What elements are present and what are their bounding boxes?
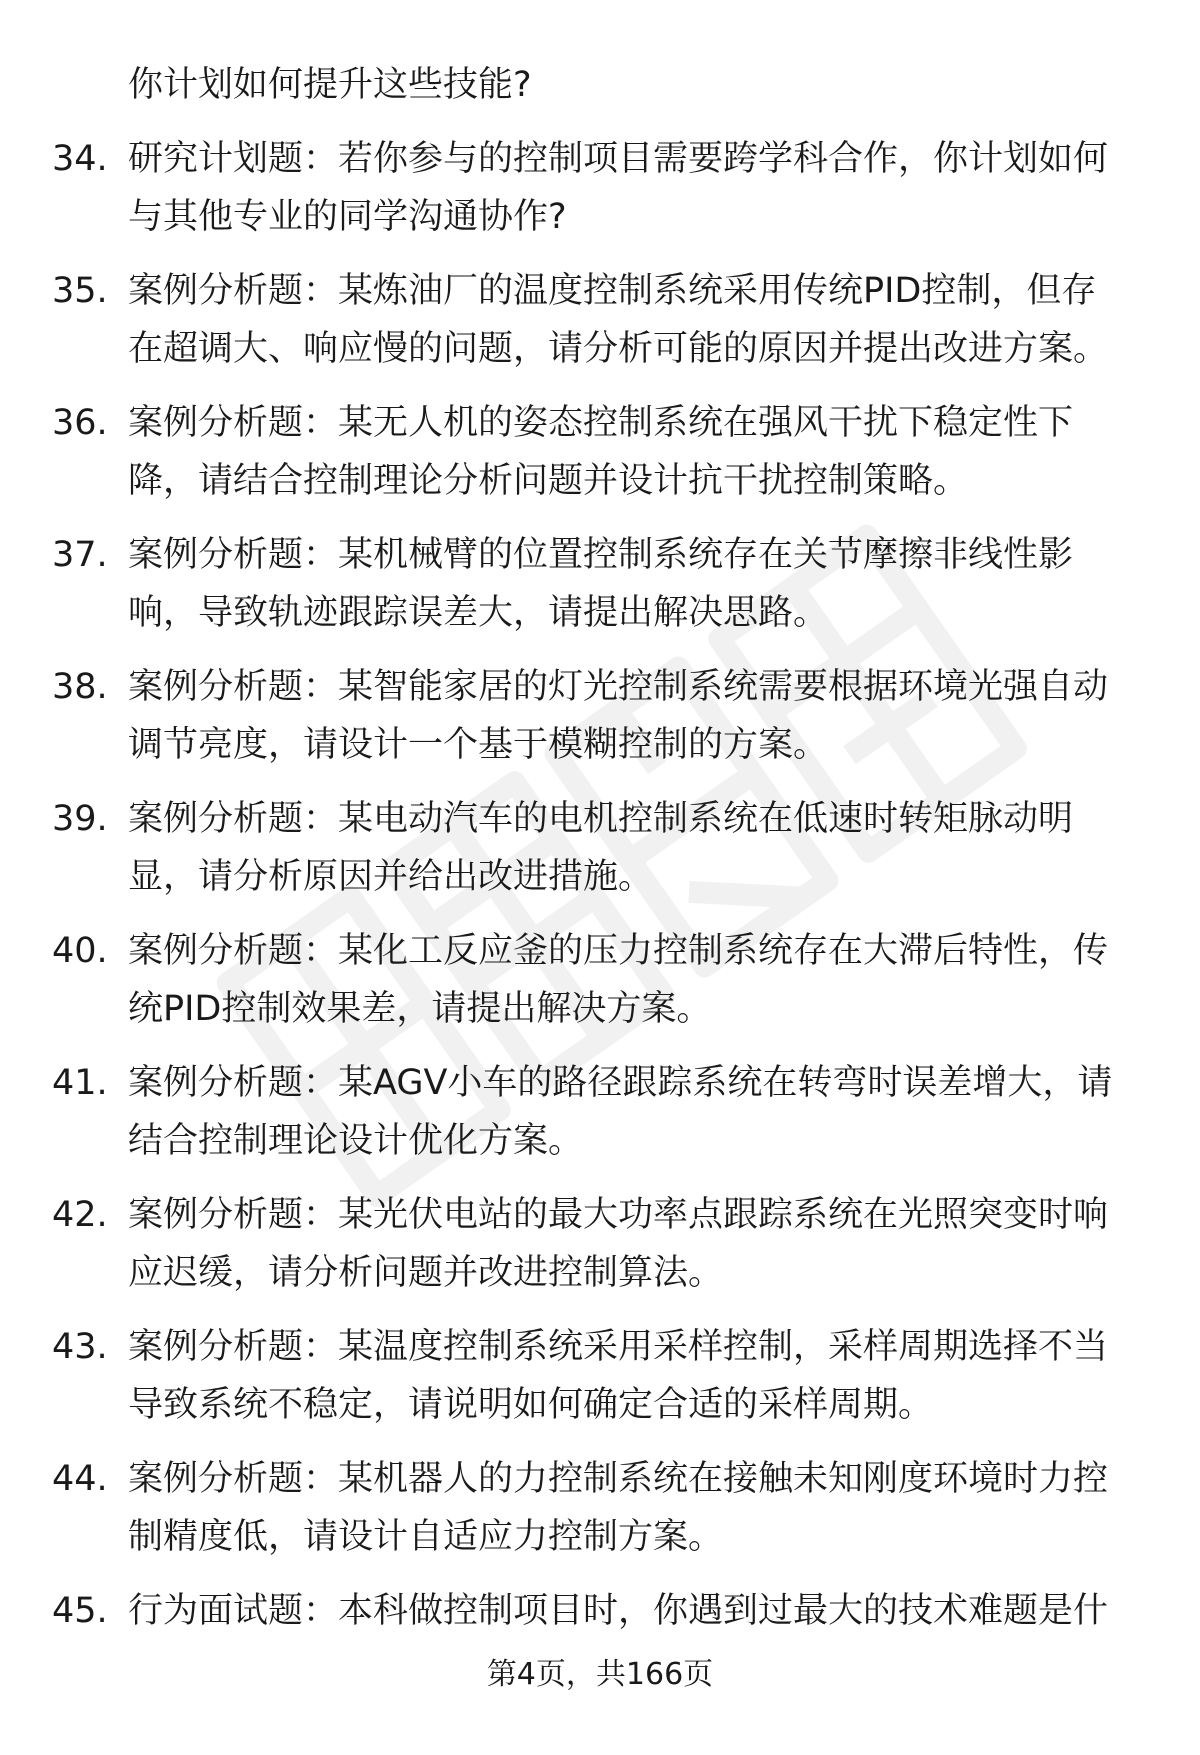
question-text xyxy=(128,1054,1152,1170)
question-text-line: 降，请结合控制理论分析问题并设计抗干扰控制策略。 xyxy=(128,461,969,501)
question-text-line: 制精度低，请设计自适应力控制方案。 xyxy=(128,1517,724,1557)
question-list xyxy=(52,56,1152,1640)
question-text-line: 研究计划题：若你参与的控制项目需要跨学科合作，你计划如何 xyxy=(128,139,1109,179)
question-text-line: 导致系统不稳定，请说明如何确定合适的采样周期。 xyxy=(128,1385,934,1425)
question-number: 37. xyxy=(52,535,108,575)
question-text xyxy=(128,394,1152,510)
question-item xyxy=(52,130,1152,246)
question-text-line: 案例分析题：某智能家居的灯光控制系统需要根据环境光强自动 xyxy=(128,667,1109,707)
question-text-line: 案例分析题：某电动汽车的电机控制系统在低速时转矩脉动明 xyxy=(128,799,1074,839)
question-text xyxy=(128,262,1152,378)
question-item xyxy=(52,1318,1152,1434)
question-text xyxy=(128,790,1152,906)
question-number: 39. xyxy=(52,799,108,839)
question-item xyxy=(52,262,1152,378)
question-item xyxy=(52,790,1152,906)
question-text-line: 统PID控制效果差，请提出解决方案。 xyxy=(128,989,712,1029)
question-text xyxy=(128,1450,1152,1566)
continuation-line: 你计划如何提升这些技能? xyxy=(128,65,532,105)
question-number: 43. xyxy=(52,1327,108,1367)
question-item xyxy=(52,1582,1152,1640)
question-text-line: 案例分析题：某温度控制系统采用采样控制，采样周期选择不当 xyxy=(128,1327,1109,1367)
question-item xyxy=(52,658,1152,774)
question-item xyxy=(52,394,1152,510)
question-text xyxy=(128,1318,1152,1434)
page-footer: 第4页，共166页 xyxy=(486,1657,714,1692)
question-text-line: 案例分析题：某机器人的力控制系统在接触未知刚度环境时力控 xyxy=(128,1459,1109,1499)
question-number: 41. xyxy=(52,1063,108,1103)
question-item xyxy=(52,1186,1152,1302)
question-number: 45. xyxy=(52,1591,108,1631)
question-text xyxy=(128,658,1152,774)
question-text-line: 案例分析题：某无人机的姿态控制系统在强风干扰下稳定性下 xyxy=(128,403,1074,443)
question-text-line: 应迟缓，请分析问题并改进控制算法。 xyxy=(128,1253,724,1293)
question-text xyxy=(128,1186,1152,1302)
question-text-line: 案例分析题：某炼油厂的温度控制系统采用传统PID控制，但存 xyxy=(128,271,1097,311)
question-number: 36. xyxy=(52,403,108,443)
question-number: 34. xyxy=(52,139,108,179)
question-number: 40. xyxy=(52,931,108,971)
question-text-line: 在超调大、响应慢的问题，请分析可能的原因并提出改进方案。 xyxy=(128,329,1109,369)
question-item xyxy=(52,1054,1152,1170)
question-text xyxy=(128,130,1152,246)
question-text xyxy=(128,1582,1152,1640)
question-number: 44. xyxy=(52,1459,108,1499)
question-text-line: 显，请分析原因并给出改进措施。 xyxy=(128,857,654,897)
question-item xyxy=(52,1450,1152,1566)
question-item xyxy=(52,922,1152,1038)
question-text-line: 案例分析题：某光伏电站的最大功率点跟踪系统在光照突变时响 xyxy=(128,1195,1109,1235)
question-text-line: 结合控制理论设计优化方案。 xyxy=(128,1121,584,1161)
question-text-line: 与其他专业的同学沟通协作? xyxy=(128,197,567,237)
question-item xyxy=(52,526,1152,642)
question-text xyxy=(128,922,1152,1038)
question-text-line: 案例分析题：某化工反应釜的压力控制系统存在大滞后特性，传 xyxy=(128,931,1109,971)
question-number: 35. xyxy=(52,271,108,311)
question-number: 42. xyxy=(52,1195,108,1235)
question-text xyxy=(128,526,1152,642)
question-text-line: 案例分析题：某机械臂的位置控制系统存在关节摩擦非线性影 xyxy=(128,535,1074,575)
question-text-line: 调节亮度，请设计一个基于模糊控制的方案。 xyxy=(128,725,829,765)
question-text-line: 响，导致轨迹跟踪误差大，请提出解决思路。 xyxy=(128,593,829,633)
question-text-line: 行为面试题：本科做控制项目时，你遇到过最大的技术难题是什 xyxy=(128,1591,1109,1631)
question-number: 38. xyxy=(52,667,108,707)
question-text-line: 案例分析题：某AGV小车的路径跟踪系统在转弯时误差增大，请 xyxy=(128,1063,1113,1103)
